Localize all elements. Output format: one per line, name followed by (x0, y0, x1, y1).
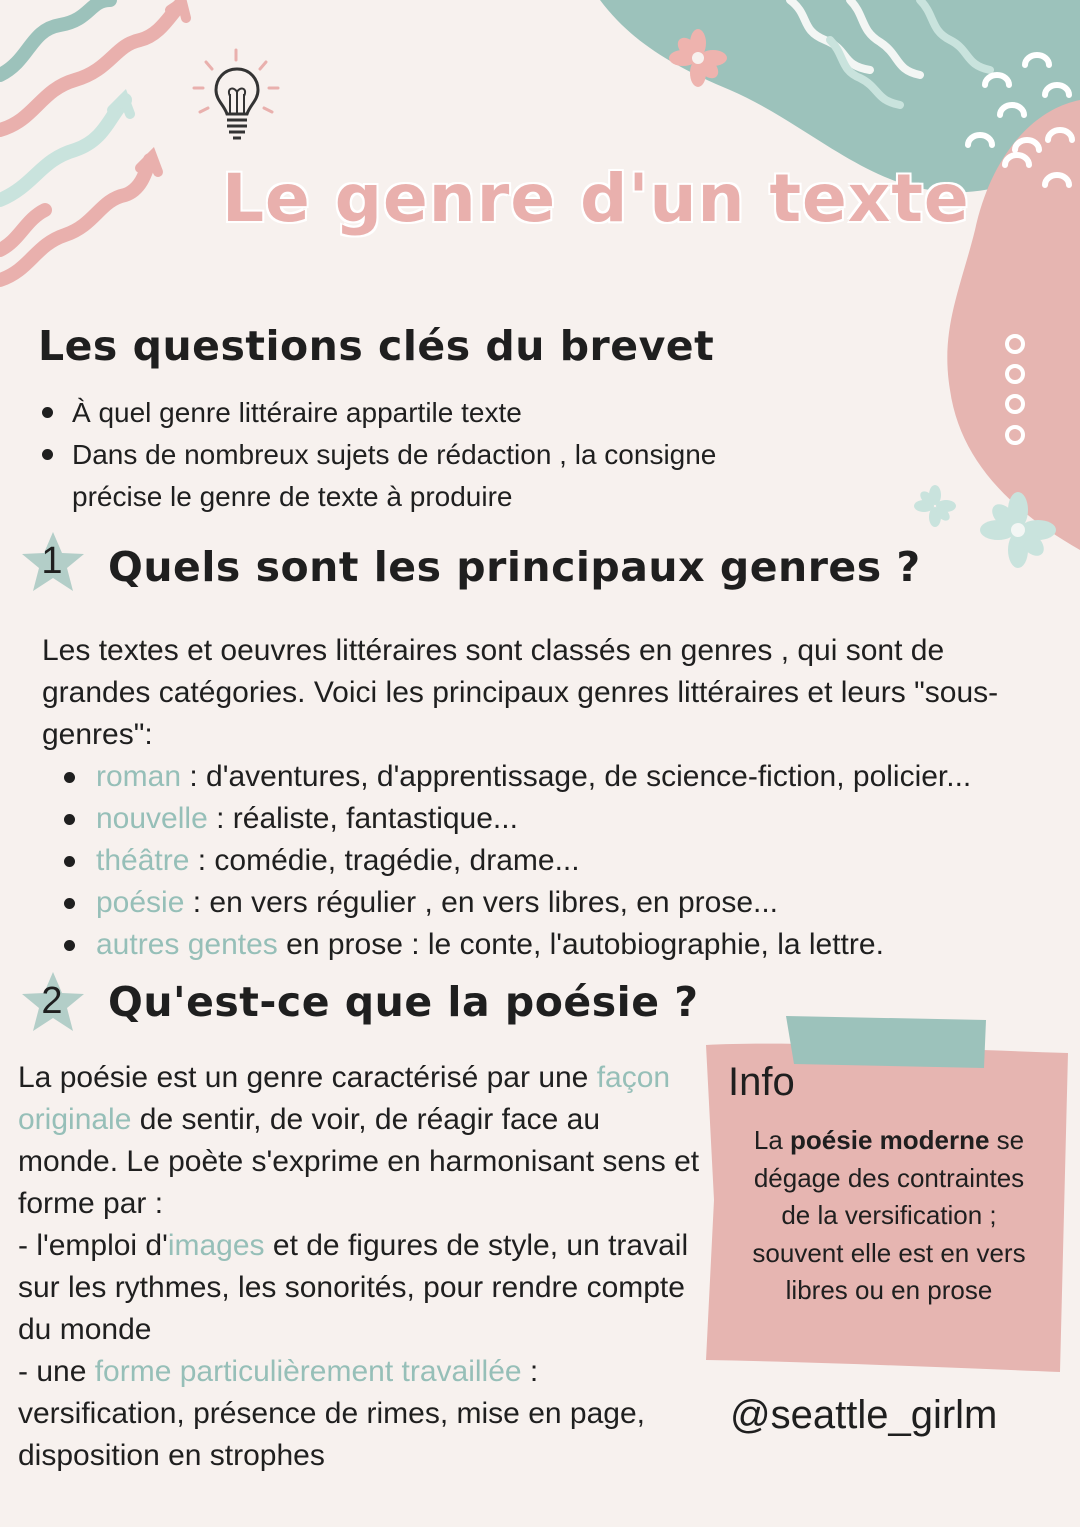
genre-desc: : comédie, tragédie, drame... (189, 844, 580, 877)
highlight: forme particulièrement travaillée (94, 1355, 522, 1388)
text: La poésie est un genre caractérisé par une (18, 1061, 597, 1094)
text: La (753, 1125, 791, 1155)
genre-term: autres gentes (96, 928, 278, 961)
page-title: Le genre d'un texte (222, 160, 970, 237)
section1-heading: Quels sont les principaux genres ? (108, 543, 921, 591)
list-item: À quel genre littéraire appartile texte (40, 392, 720, 434)
lightbulb-icon (212, 66, 262, 142)
author-handle: @seattle_girlm (730, 1393, 998, 1437)
paragraph (18, 1057, 708, 1225)
highlight: façon originale (18, 1061, 671, 1136)
list-item (62, 798, 1062, 840)
info-note-label: Info (728, 1060, 795, 1104)
genre-term: poésie (96, 886, 185, 919)
paragraph (18, 1225, 708, 1351)
bold-text: poésie moderne (790, 1125, 990, 1155)
text: - l'emploi d' (18, 1229, 168, 1262)
text: de sentir, de voir, de réagir face au monde. Le poète s'exprime en harmonisant sens et forme par : (18, 1103, 700, 1220)
genre-desc: en prose : le conte, l'autobiographie, la lettre. (277, 928, 884, 961)
list-item (62, 924, 1062, 966)
text: et de figures de style, un travail sur les rythmes, les sonorités, pour rendre compte du monde (18, 1229, 689, 1346)
section-number-badge (20, 530, 90, 594)
info-note-text (740, 1122, 1038, 1310)
genre-desc: : en vers régulier , en vers libres, en prose... (184, 886, 779, 919)
paragraph (18, 1351, 708, 1477)
list-item (62, 840, 1062, 882)
text: se dégage des contraintes de la versification ; souvent elle est en vers libres ou en prose (752, 1125, 1026, 1305)
list-item (62, 882, 1062, 924)
section-number-badge (20, 970, 90, 1034)
genre-term: théâtre (96, 844, 190, 877)
section1-intro: Les textes et oeuvres littéraires sont classés en genres , qui sont de grandes catégories. Voici les principaux genres littéraires et leurs "sous-genres": (42, 634, 999, 751)
poetry-definition (18, 1057, 708, 1477)
genre-term: nouvelle (96, 802, 208, 835)
key-questions-heading: Les questions clés du brevet (38, 322, 715, 370)
genre-desc: : réaliste, fantastique... (207, 802, 518, 835)
list-item: Dans de nombreux sujets de rédaction , la consigne précise le genre de texte à produire (40, 434, 720, 518)
genre-desc: : d'aventures, d'apprentissage, de science-fiction, policier... (181, 760, 972, 793)
text: : versification, présence de rimes, mise en page, disposition en strophes (18, 1355, 645, 1472)
genre-term: roman (96, 760, 182, 793)
genres-list (62, 756, 1062, 966)
list-item (62, 756, 1062, 798)
highlight: images (167, 1229, 265, 1262)
text: - une (18, 1355, 95, 1388)
section-number: 1 (41, 540, 63, 582)
key-questions-list (40, 392, 720, 518)
section-number: 2 (41, 980, 63, 1022)
section2-heading: Qu'est-ce que la poésie ? (108, 978, 699, 1026)
